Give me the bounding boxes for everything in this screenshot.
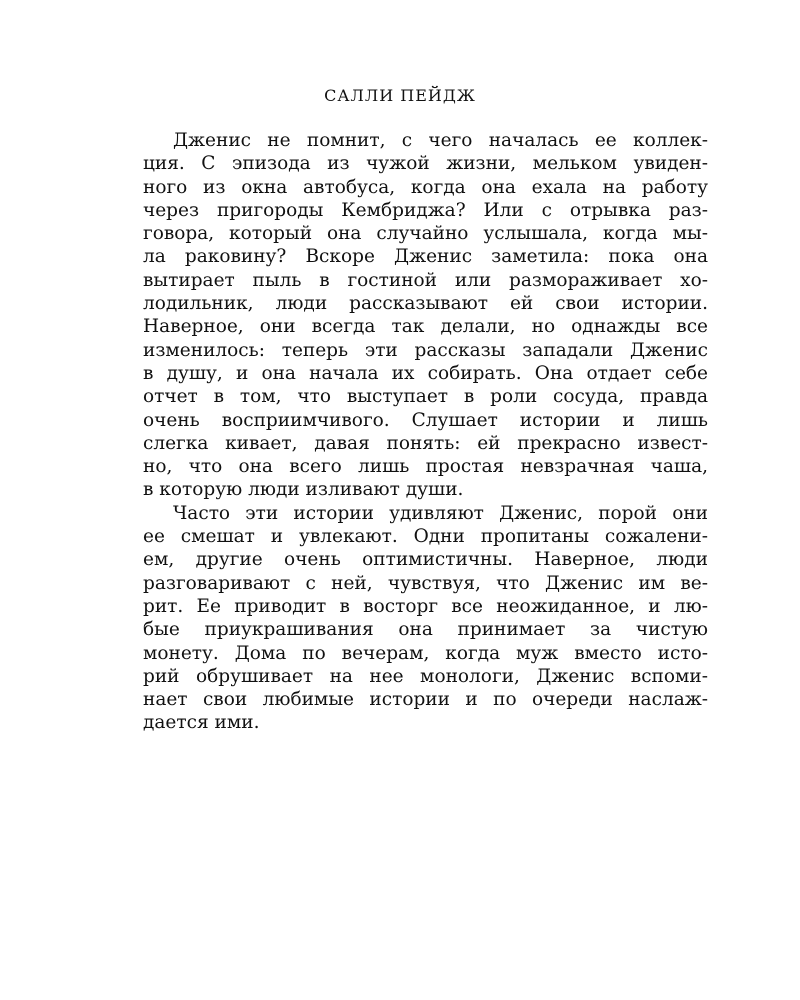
text-line: отчет в том, что выступает в роли сосуда, правда — [143, 386, 708, 408]
running-head: САЛЛИ ПЕЙДЖ — [324, 86, 476, 105]
paragraph-1 — [143, 129, 708, 502]
text-line: слегка кивает, давая понять: ей прекрасно извест- — [143, 432, 708, 454]
text-line: Дженис не помнит, с чего началась ее коллек- — [173, 130, 708, 151]
text-line: дается ими. — [143, 712, 260, 734]
text-line: через пригороды Кембриджа? Или с отрывка раз- — [143, 199, 708, 221]
text-line: в которую люди изливают души. — [143, 479, 464, 501]
text-line: изменилось: теперь эти рассказы западали Дженис — [143, 339, 708, 361]
text-line: вытирает пыль в гостиной или размораживает хо- — [143, 269, 708, 291]
text-line: разговаривают с ней, чувствуя, что Дженис им ве- — [143, 572, 708, 594]
text-line: очень восприимчивого. Слушает истории и лишь — [143, 409, 708, 431]
text-line: рит. Ее приводит в восторг все неожиданное, и лю- — [143, 595, 708, 617]
text-line: но, что она всего лишь простая невзрачная чаша, — [143, 456, 708, 478]
text-line: Наверное, они всегда так делали, но однажды все — [143, 316, 708, 338]
text-line: бые приукрашивания она принимает за чистую — [143, 619, 708, 641]
text-line: ного из окна автобуса, когда она ехала на работу — [143, 176, 708, 198]
text-line: в душу, и она начала их собирать. Она отдает себе — [143, 362, 708, 384]
paragraph-2 — [143, 502, 708, 735]
text-line: нает свои любимые истории и по очереди наслаж- — [143, 689, 708, 711]
body-text — [143, 129, 708, 735]
text-line: лодильник, люди рассказывают ей свои истории. — [143, 293, 708, 315]
text-line: ция. С эпизода из чужой жизни, мельком увиден- — [143, 153, 708, 175]
text-line: ла раковину? Вскоре Дженис заметила: пока она — [143, 246, 708, 268]
text-line: говора, который она случайно услышала, когда мы- — [143, 223, 708, 245]
text-line: монету. Дома по вечерам, когда муж вместо исто- — [143, 642, 708, 664]
text-line: рий обрушивает на нее монологи, Дженис вспоми- — [143, 665, 708, 687]
text-line: ее смешат и увлекают. Одни пропитаны сожалени- — [143, 526, 708, 548]
text-line: ем, другие очень оптимистичны. Наверное, люди — [143, 549, 708, 571]
text-line: Часто эти истории удивляют Дженис, порой они — [173, 502, 708, 524]
